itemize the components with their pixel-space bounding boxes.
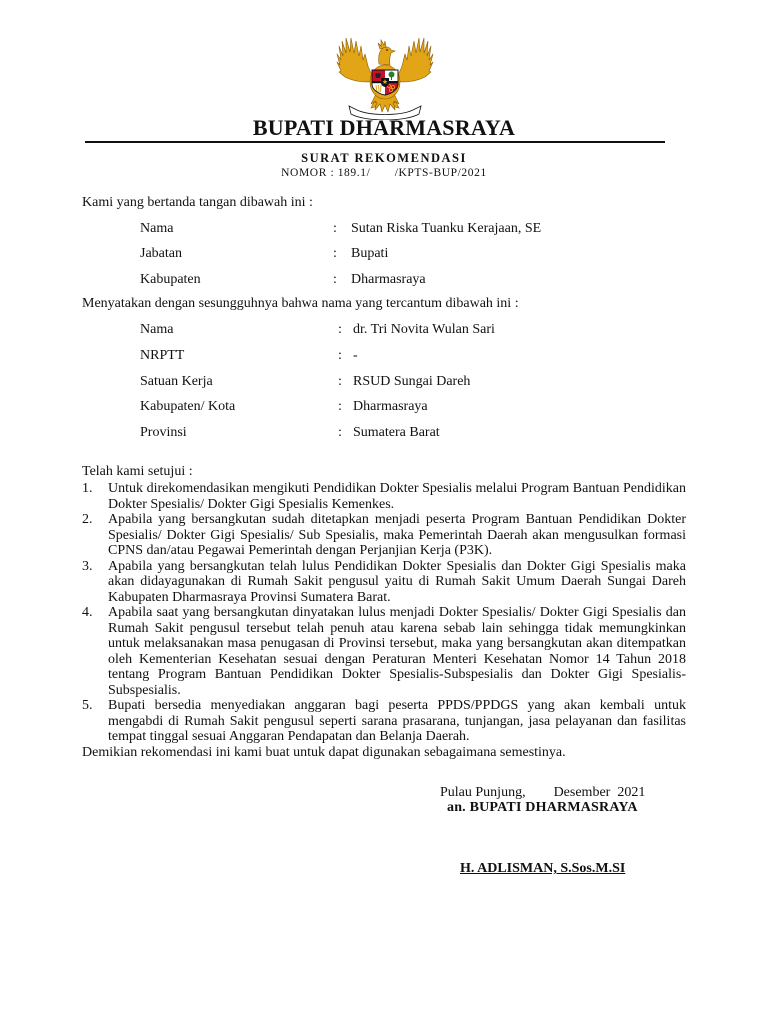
- approval-text: Bupati bersedia menyediakan anggaran bagi peserta PPDS/PPDGS yang akan kembali untuk mengabdi di Rumah Sakit pengusul seperti sarana prasarana, tunjangan, jasa pelayanan dan fasilitas tempat tinggal sesuai Anggaran Pendapatan dan Belanja Daerah.: [108, 698, 686, 744]
- approval-item: [82, 698, 686, 745]
- approval-text: Apabila yang bersangkutan telah lulus Pendidikan Dokter Spesialis dan Dokter Gigi Spesialis maka akan didayagunakan di Rumah Sakit pengusul yaitu di Rumah Sakit Umum Daerah Sungai Dareh Kabupaten Dharmasraya Provinsi Sumatera Barat.: [108, 558, 686, 605]
- field-separator: :: [338, 322, 342, 337]
- garuda-right-wing: [394, 38, 433, 82]
- candidate-row-regency: [0, 399, 768, 415]
- candidate-row-work-unit: [0, 374, 768, 390]
- statement-text: Menyatakan dengan sesungguhnya bahwa nama yang tercantum dibawah ini :: [82, 296, 519, 311]
- approval-text: Apabila saat yang bersangkutan dinyatakan lulus menjadi Dokter Spesialis/ Dokter Gigi Spesialis dan Rumah Sakit pengusul tersebut telah penuh atau karena sebab lain sehingga tidak memungkinkan untuk melaksanakan masa penugasan di Provinsi tersebut, maka yang bersangkutan akan ditempatkan oleh Kementerian Kesehatan sesuai dengan Peraturan Menteri Kesehatan Nomor 14 Tahun 2018 tentang Program Bantuan Pendidikan Dokter Spesialis-Subspesialis dan Dokter Gigi Spesialis-Subspesialis.: [108, 605, 686, 698]
- letterhead-divider: [85, 141, 665, 143]
- field-label: Nama: [140, 221, 174, 236]
- garuda-emblem: [335, 32, 435, 120]
- approval-number: 3.: [82, 558, 93, 574]
- field-separator: :: [333, 246, 337, 261]
- intro-text: Kami yang bertanda tangan dibawah ini :: [82, 195, 313, 210]
- field-label: Kabupaten: [140, 272, 201, 287]
- field-label: Jabatan: [140, 246, 182, 261]
- signatory-row-regency: [0, 272, 768, 288]
- field-value: dr. Tri Novita Wulan Sari: [353, 322, 495, 337]
- approval-number: 1.: [82, 481, 93, 496]
- approval-item: [82, 559, 686, 606]
- approval-intro: Telah kami setujui :: [82, 464, 193, 479]
- signature-place-date: Pulau Punjung, Desember 2021: [440, 785, 646, 800]
- approval-text: Untuk direkomendasikan mengikuti Pendidikan Dokter Spesialis melalui Program Bantuan Pendidikan Dokter Spesialis/ Dokter Gigi Spesialis Kemenkes.: [108, 481, 686, 512]
- approval-number: 4.: [82, 605, 93, 620]
- field-label: Provinsi: [140, 425, 187, 440]
- approval-number: 5.: [82, 698, 93, 713]
- field-value: RSUD Sungai Dareh: [353, 374, 471, 389]
- field-value: Sutan Riska Tuanku Kerajaan, SE: [351, 221, 542, 236]
- candidate-row-name: [0, 322, 768, 338]
- letter-heading: SURAT REKOMENDASI: [301, 151, 467, 165]
- approval-item: [82, 605, 686, 698]
- letterhead-title: BUPATI DHARMASRAYA: [252, 115, 516, 140]
- signatory-row-name: [0, 221, 768, 237]
- signatory-name: H. ADLISMAN, S.Sos.M.SI: [460, 861, 626, 876]
- field-separator: :: [338, 399, 342, 414]
- candidate-row-nrptt: [0, 348, 768, 364]
- approval-list: [82, 481, 686, 760]
- field-separator: :: [333, 272, 337, 287]
- letter-number: NOMOR : 189.1/ /KPTS-BUP/2021: [281, 167, 487, 179]
- approval-number: 2.: [82, 512, 93, 527]
- approval-text: Apabila yang bersangkutan sudah ditetapkan menjadi peserta Program Bantuan Pendidikan Dokter Spesialis/ Dokter Gigi Spesialis/ Sub Spesialis, maka Pemerintah Daerah akan mengusulkan formasi CPNS dan/atau Pegawai Pemerintah dengan Perjanjian Kerja (P3K).: [108, 512, 686, 558]
- field-separator: :: [338, 374, 342, 389]
- candidate-row-province: [0, 425, 768, 441]
- field-value: Dharmasraya: [353, 399, 428, 414]
- field-separator: :: [338, 425, 342, 440]
- field-label: NRPTT: [140, 348, 185, 363]
- closing-statement: Demikian rekomendasi ini kami buat untuk dapat digunakan sebagaimana semestinya.: [82, 744, 566, 760]
- field-separator: :: [338, 348, 342, 363]
- signatory-row-position: [0, 246, 768, 262]
- field-separator: :: [333, 221, 337, 236]
- field-value: Bupati: [351, 246, 389, 261]
- approval-item: [82, 481, 686, 512]
- approval-item: [82, 512, 686, 559]
- field-value: Dharmasraya: [351, 272, 426, 287]
- garuda-left-wing: [337, 38, 376, 82]
- signature-on-behalf: an. BUPATI DHARMASRAYA: [447, 800, 638, 815]
- field-value: Sumatera Barat: [353, 425, 440, 440]
- field-label: Kabupaten/ Kota: [140, 399, 236, 414]
- field-value: -: [353, 348, 358, 363]
- field-label: Nama: [140, 322, 174, 337]
- field-label: Satuan Kerja: [140, 374, 213, 389]
